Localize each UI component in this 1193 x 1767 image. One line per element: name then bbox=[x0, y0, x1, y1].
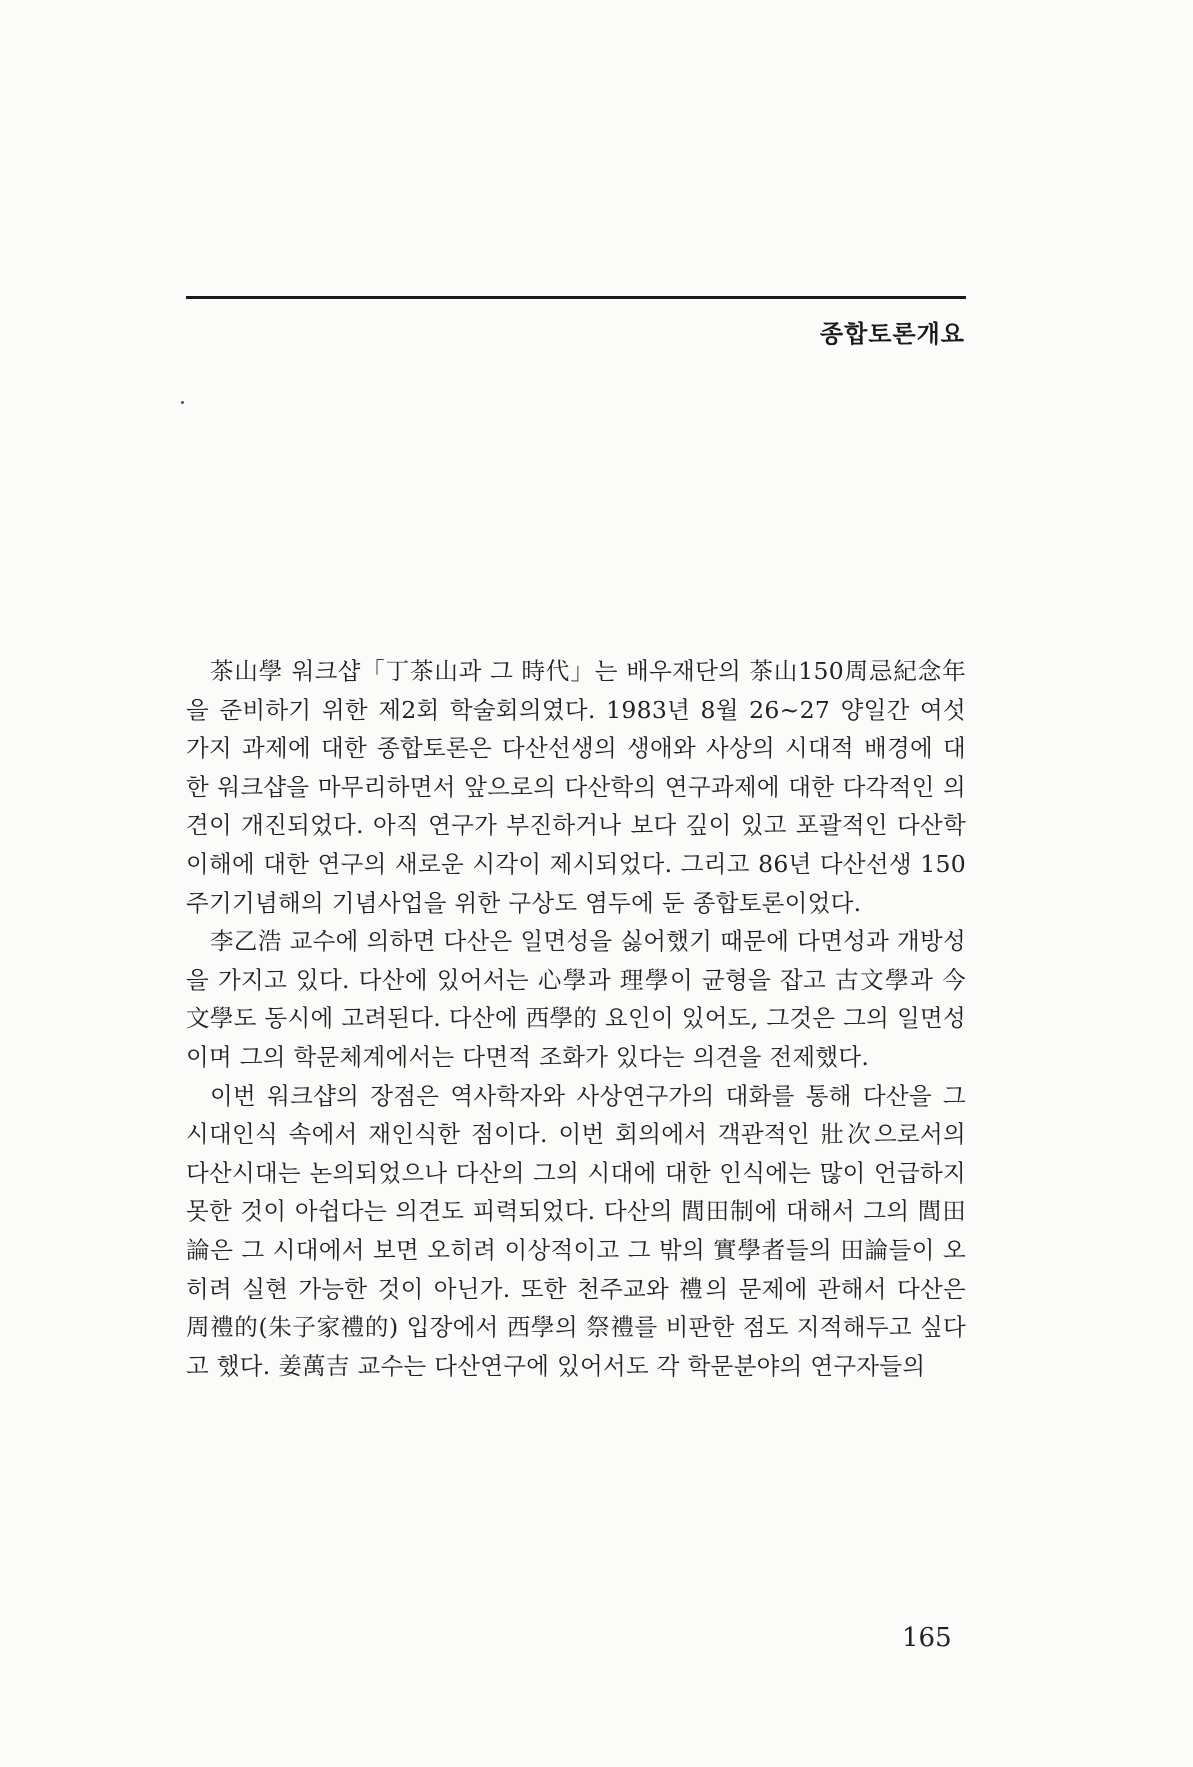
paragraph: 李乙浩 교수에 의하면 다산은 일면성을 싫어했기 때문에 다면성과 개방성을 가지고 있다. 다산에 있어서는 心學과 理學이 균형을 잡고 古文學과 今文學도 동시에 고려된다. 다산에 西學的 요인이 있어도, 그것은 그의 일면성이며 그의 학문체계에서는 다면적 조화가 있다는 의견을 전제했다. bbox=[186, 927, 966, 1071]
section-title: 종합토론개요 bbox=[819, 320, 965, 348]
paragraph: 茶山學 워크샵「丁茶山과 그 時代」는 배우재단의 茶山150周忌紀念年을 준비하기 위한 제2회 학술회의였다. 1983년 8월 26~27 양일간 여섯 가지 과제에 대한 종합토론은 다산선생의 생애와 사상의 시대적 배경에 대한 워크샵을 마무리하면서 앞으로의 다산학의 연구과제에 대한 다각적인 의견이 개진되었다. 아직 연구가 부진하거나 보다 깊이 있고 포괄적인 다산학 이해에 대한 연구의 새로운 시각이 제시되었다. 그리고 86년 다산선생 150주기기념해의 기념사업을 위한 구상도 염두에 둔 종합토론이었다. bbox=[186, 657, 966, 917]
paragraph: 이번 워크샵의 장점은 역사학자와 사상연구가의 대화를 통해 다산을 그 시대인식 속에서 재인식한 점이다. 이번 회의에서 객관적인 壯次으로서의 다산시대는 논의되었으나 다산의 그의 시대에 대한 인식에는 많이 언급하지 못한 것이 아쉽다는 의견도 피력되었다. 다산의 閭田制에 대해서 그의 閭田論은 그 시대에서 보면 오히려 이상적이고 그 밖의 實學者들의 田論들이 오히려 실현 가능한 것이 아닌가. 또한 천주교와 禮의 문제에 관해서 다산은 周禮的(朱子家禮的) 입장에서 西學의 祭禮를 비판한 점도 지적해두고 싶다고 했다. 姜萬吉 교수는 다산연구에 있어서도 각 학문분야의 연구자들의 bbox=[186, 1081, 966, 1380]
scan-speck bbox=[181, 401, 184, 404]
page-number: 165 bbox=[902, 1623, 952, 1653]
body-text bbox=[186, 652, 966, 1385]
header-rule bbox=[186, 296, 966, 299]
